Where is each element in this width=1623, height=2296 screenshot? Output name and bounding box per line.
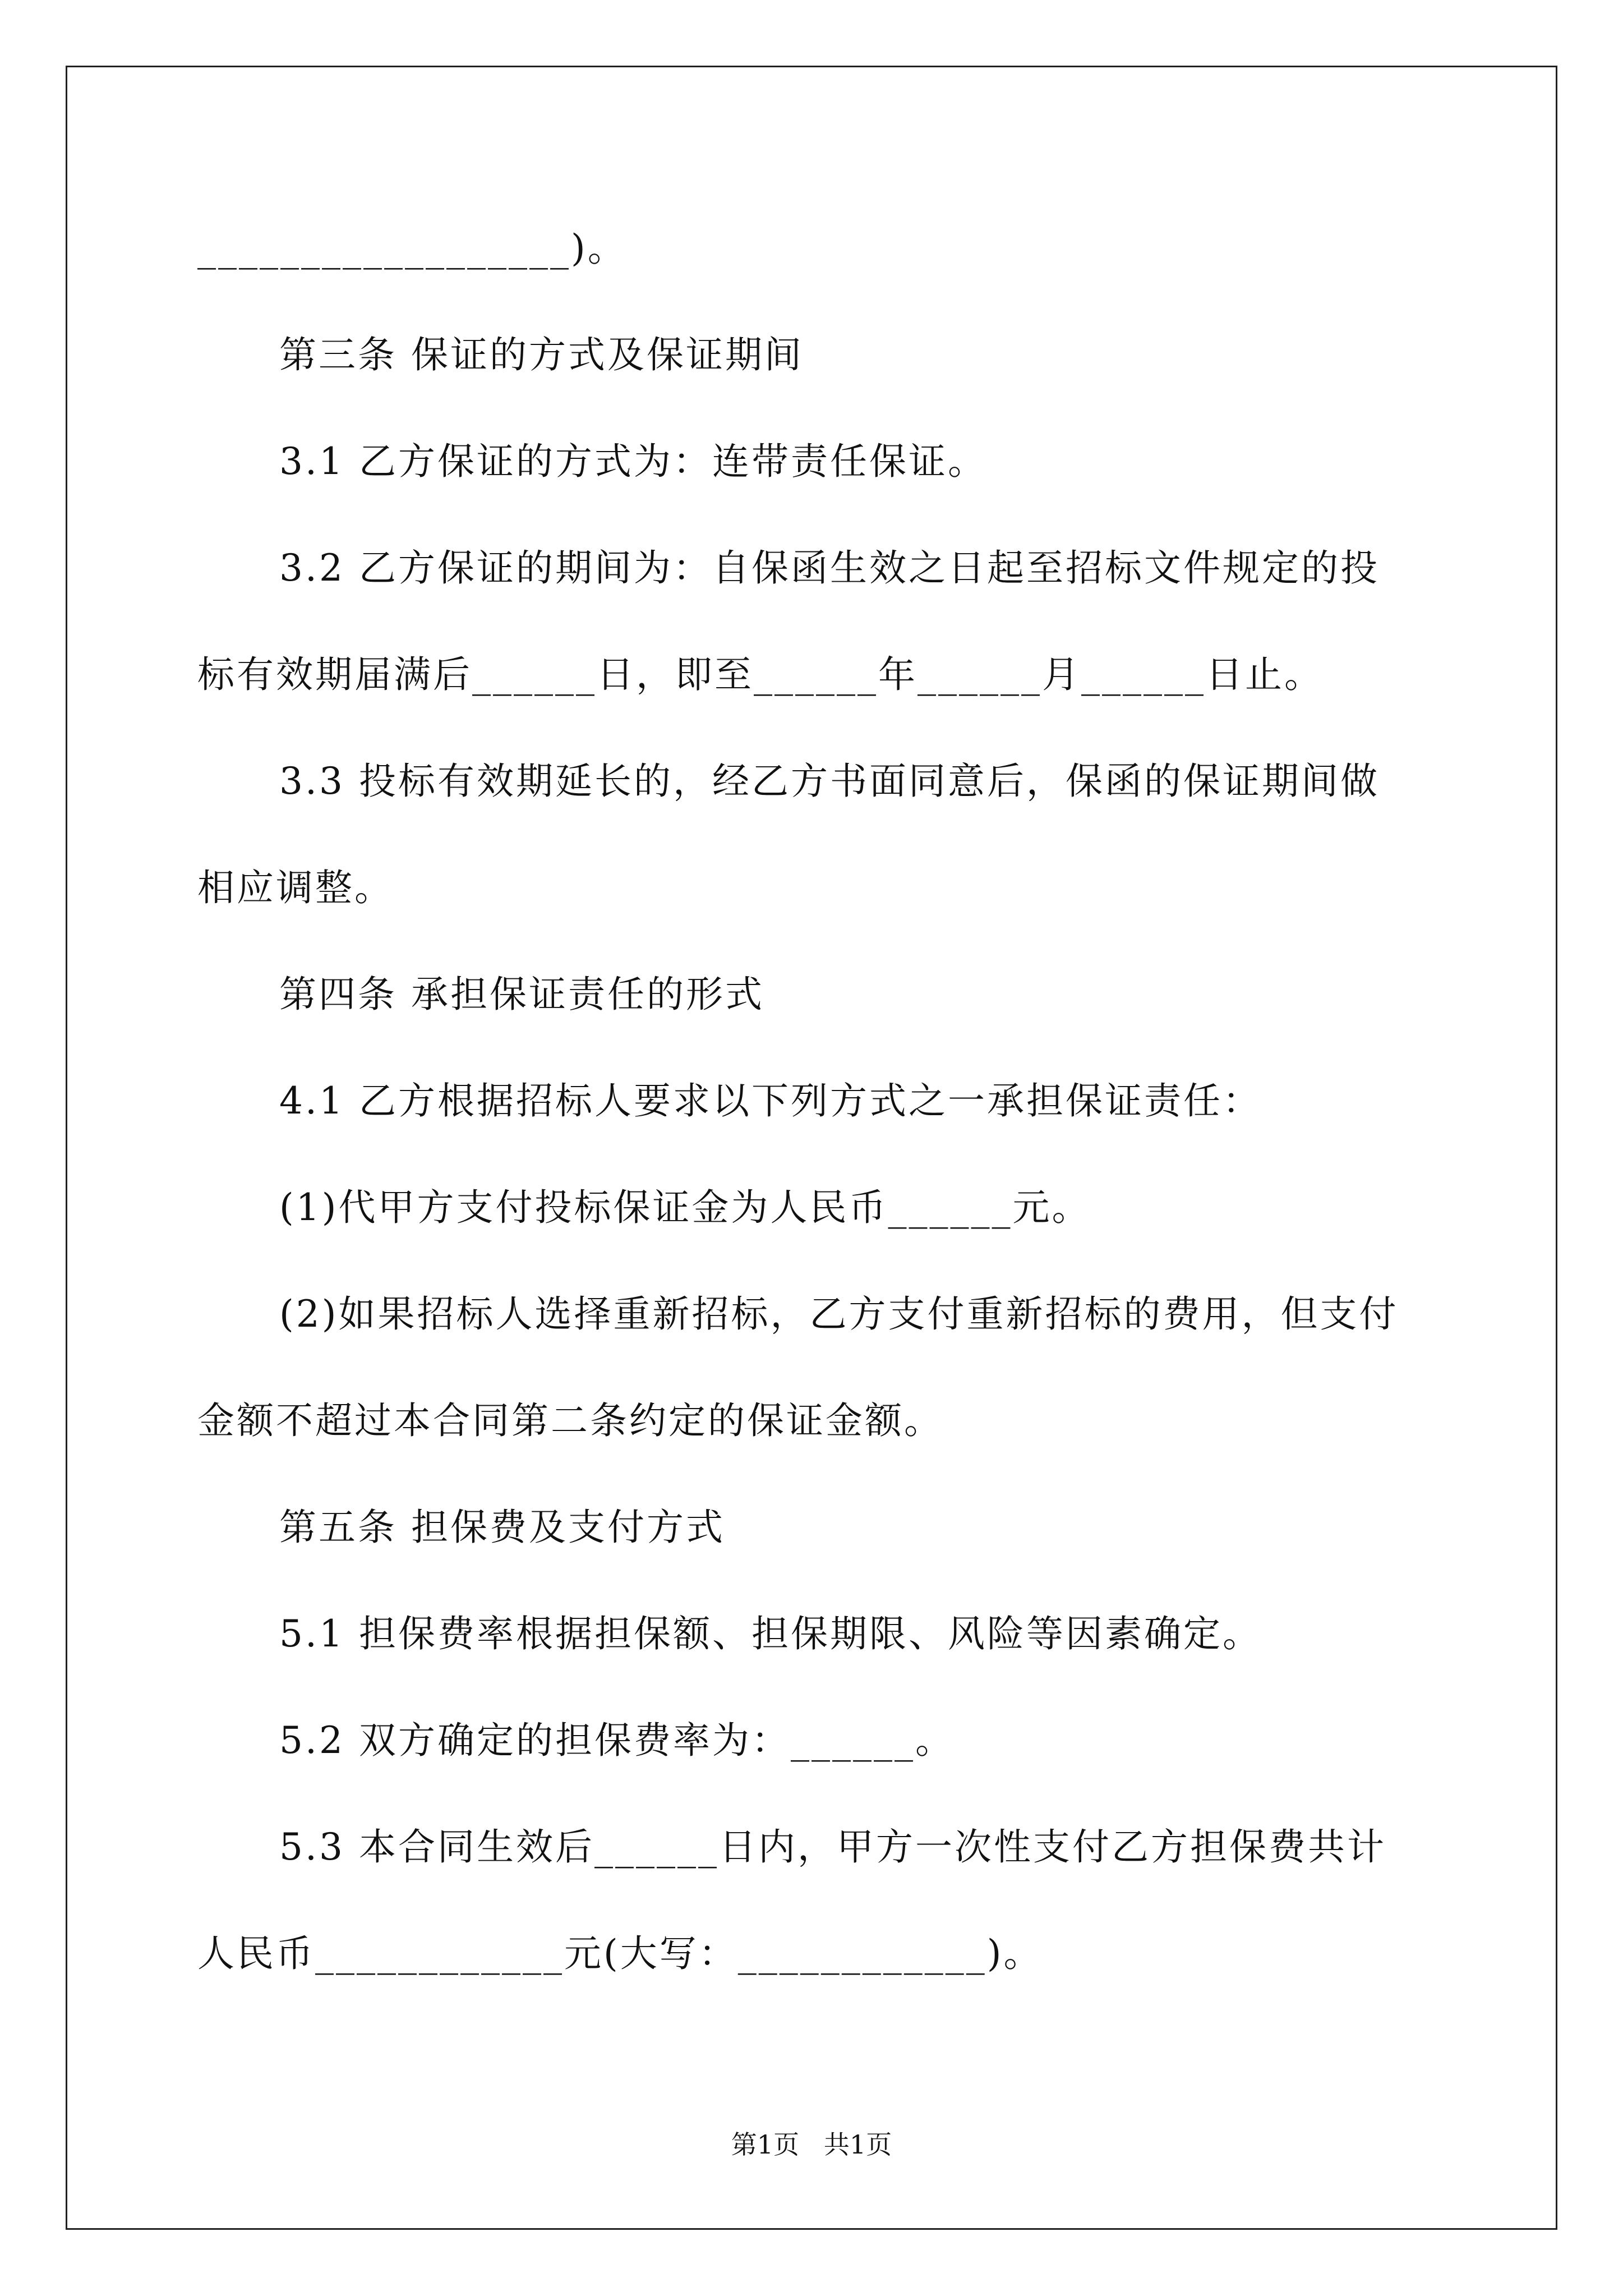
page-footer: 第1页 共1页 <box>731 2129 892 2160</box>
clause-3-2-line-1: 3.2 乙方保证的期间为：自保函生效之日起至招标文件规定的投 <box>279 546 1380 590</box>
text-line-1: __________________)。 <box>197 227 627 270</box>
clause-4-1-item-1: (1)代甲方支付投标保证金为人民币______元。 <box>279 1186 1091 1229</box>
clause-4-1-item-2-line-2: 金额不超过本合同第二条约定的保证金额。 <box>197 1399 943 1442</box>
clause-3-3-line-2: 相应调整。 <box>197 866 394 909</box>
clause-3-2-line-2: 标有效期届满后______日，即至______年______月______日止。 <box>197 653 1324 696</box>
clause-5-1: 5.1 担保费率根据担保额、担保期限、风险等因素确定。 <box>279 1612 1262 1655</box>
clause-5-2: 5.2 双方确定的担保费率为：______。 <box>279 1719 955 1762</box>
clause-3-1: 3.1 乙方保证的方式为：连带责任保证。 <box>279 440 987 483</box>
clause-4-1: 4.1 乙方根据招标人要求以下列方式之一承担保证责任： <box>279 1079 1262 1122</box>
article-3-heading: 第三条 保证的方式及保证期间 <box>279 333 804 376</box>
clause-5-3-line-2: 人民币____________元(大写：____________)。 <box>197 1932 1043 1975</box>
article-4-heading: 第四条 承担保证责任的形式 <box>279 973 764 1016</box>
clause-3-3-line-1: 3.3 投标有效期延长的，经乙方书面同意后，保函的保证期间做 <box>279 760 1380 803</box>
clause-4-1-item-2-line-1: (2)如果招标人选择重新招标，乙方支付重新招标的费用，但支付 <box>279 1292 1399 1336</box>
article-5-heading: 第五条 担保费及支付方式 <box>279 1506 725 1549</box>
page-border <box>66 66 1557 2230</box>
clause-5-3-line-1: 5.3 本合同生效后______日内，甲方一次性支付乙方担保费共计 <box>279 1825 1386 1869</box>
